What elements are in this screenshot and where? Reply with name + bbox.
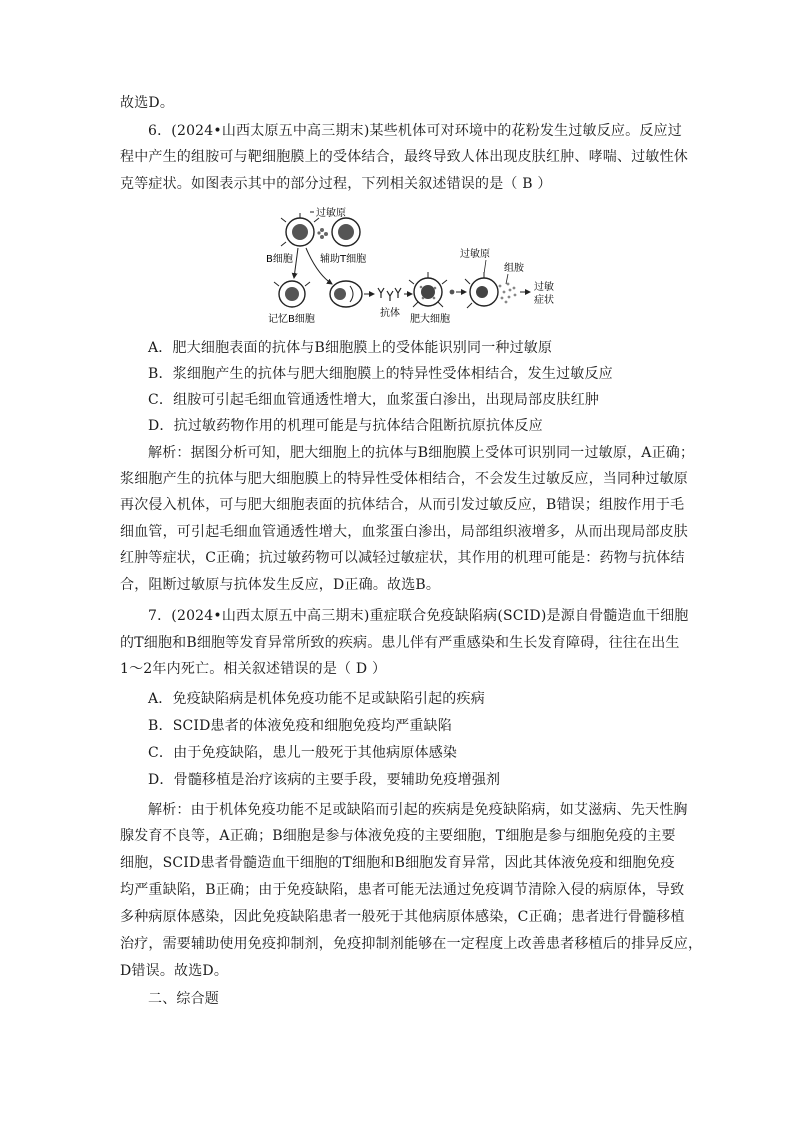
q7-analysis-line-4: 均严重缺陷，B正确；由于免疫缺陷，患者可能无法通过免疫调节清除入侵的病原体，导致 bbox=[120, 882, 685, 898]
label-allergen-top: 过敏原 bbox=[316, 208, 346, 219]
q7-option-a: A．免疫缺陷病是机体免疫功能不足或缺陷引起的疾病 bbox=[148, 691, 485, 707]
q6-analysis-line-5: 红肿等症状，C正确；抗过敏药物可以减轻过敏症状，其作用的机理可能是：药物与抗体结 bbox=[120, 550, 685, 566]
plasma-cell-icon bbox=[330, 281, 362, 307]
mast-cell-icon bbox=[409, 272, 447, 307]
q6-option-d: D．抗过敏药物作用的机理可能是与抗体结合阻断抗原抗体反应 bbox=[148, 418, 543, 434]
allergen-dot-icon bbox=[450, 290, 455, 295]
q7-stem-line-3: 1～2年内死亡。相关叙述错误的是（ D ） bbox=[120, 661, 387, 677]
histamine-pointer bbox=[506, 274, 508, 284]
label-allergy-symptom bbox=[534, 280, 557, 306]
q7-analysis-line-3: 细胞，SCID患者骨髓造血干细胞的T细胞和B细胞发育异常，因此其体液免疫和细胞免疫 bbox=[120, 855, 675, 871]
b-cell-icon bbox=[281, 213, 319, 246]
q6-stem-line-2: 程中产生的组胺可与靶细胞膜上的受体结合，最终导致人体出现皮肤红肿、哮喘、过敏性休 bbox=[120, 149, 688, 165]
q6-analysis-line-4: 细血管，可引起毛细血管通透性增大，血浆蛋白渗出，局部组织液增多，从而出现局部皮肤 bbox=[120, 524, 688, 540]
q7-stem-line-2: 的T细胞和B细胞等发育异常所致的疾病。患儿伴有严重感染和生长发育障碍，往往在出生 bbox=[120, 635, 680, 651]
helper-t-cell-icon bbox=[332, 218, 360, 246]
label-antibody: 抗体 bbox=[380, 308, 400, 319]
label-mast-cell: 肥大细胞 bbox=[410, 314, 450, 325]
q7-analysis-line-7: D错误。故选D。 bbox=[120, 963, 229, 979]
memory-b-cell-icon bbox=[274, 281, 310, 307]
q7-option-b: B．SCID患者的体液免疫和细胞免疫均严重缺陷 bbox=[148, 718, 452, 734]
label-allergen-right: 过敏原 bbox=[460, 249, 490, 260]
arrow-to-memory-b bbox=[294, 248, 298, 278]
q7-analysis-line-2: 腺发育不良等，A正确；B细胞是参与体液免疫的主要细胞，T细胞是参与细胞免疫的主要 bbox=[120, 828, 676, 844]
q6-analysis-line-3: 再次侵入机体，可与肥大细胞表面的抗体结合，从而引发过敏反应，B错误；组胺作用于毛 bbox=[120, 497, 685, 513]
q6-analysis-line-1: 解析：据图分析可知，肥大细胞上的抗体与B细胞膜上受体可识别同一过敏原，A正确； bbox=[148, 445, 695, 461]
activated-mast-cell-icon bbox=[465, 272, 498, 308]
symptom-line-1: 过敏 bbox=[534, 282, 554, 293]
q7-stem-line-1: 7．(2024•山西太原五中高三期末)重症联合免疫缺陷病(SCID)是源自骨髓造血干细胞 bbox=[148, 608, 689, 624]
q6-option-b: B．浆细胞产生的抗体与肥大细胞膜上的特异性受体相结合，发生过敏反应 bbox=[148, 366, 613, 382]
q6-option-a: A．肥大细胞表面的抗体与B细胞膜上的受体能识别同一种过敏原 bbox=[148, 340, 553, 356]
q7-option-d: D．骨髓移植是治疗该病的主要手段，要辅助免疫增强剂 bbox=[148, 772, 501, 788]
section-heading-comprehensive: 二、综合题 bbox=[148, 991, 219, 1007]
q6-stem-line-1: 6．(2024•山西太原五中高三期末)某些机体可对环境中的花粉发生过敏反应。反应过 bbox=[148, 123, 682, 139]
q7-analysis-line-5: 多种病原体感染，因此免疫缺陷患者一般死于其他病原体感染，C正确；患者进行骨髓移植 bbox=[120, 909, 685, 925]
label-b-cell: B细胞 bbox=[266, 254, 293, 265]
q7-analysis-line-6: 治疗，需要辅助使用免疫抑制剂，免疫抑制剂能够在一定程度上改善患者移植后的排异反应， bbox=[120, 936, 703, 952]
q6-stem-line-3: 克等症状。如图表示其中的部分过程，下列相关叙述错误的是（ B ） bbox=[120, 176, 552, 192]
label-memory-b-cell: 记忆B细胞 bbox=[268, 314, 315, 325]
previous-answer-tail: 故选D。 bbox=[120, 95, 175, 111]
q6-analysis-line-6: 合，阻断过敏原与抗体发生反应，D正确。故选B。 bbox=[120, 577, 441, 593]
q7-option-c: C．由于免疫缺陷，患儿一般死于其他病原体感染 bbox=[148, 745, 458, 761]
allergen-particle-icon bbox=[317, 228, 328, 239]
q6-analysis-line-2: 浆细胞产生的抗体与肥大细胞膜上的特异性受体相结合，不会发生过敏反应，当同种过敏原 bbox=[120, 471, 688, 487]
histamine-particles-icon bbox=[499, 283, 517, 304]
allergen-right-pointer bbox=[484, 260, 486, 274]
label-histamine: 组胺 bbox=[504, 263, 524, 274]
symptom-line-2: 症状 bbox=[534, 295, 554, 306]
antibody-icon bbox=[378, 288, 401, 301]
allergy-process-figure bbox=[262, 204, 562, 326]
q7-analysis-line-1: 解析：由于机体免疫功能不足或缺陷而引起的疾病是免疫缺陷病，如艾滋病、先天性胸 bbox=[148, 802, 688, 818]
label-helper-t-cell: 辅助T细胞 bbox=[320, 254, 367, 265]
q6-option-c: C．组胺可引起毛细血管通透性增大，血浆蛋白渗出，出现局部皮肤红肿 bbox=[148, 392, 600, 408]
